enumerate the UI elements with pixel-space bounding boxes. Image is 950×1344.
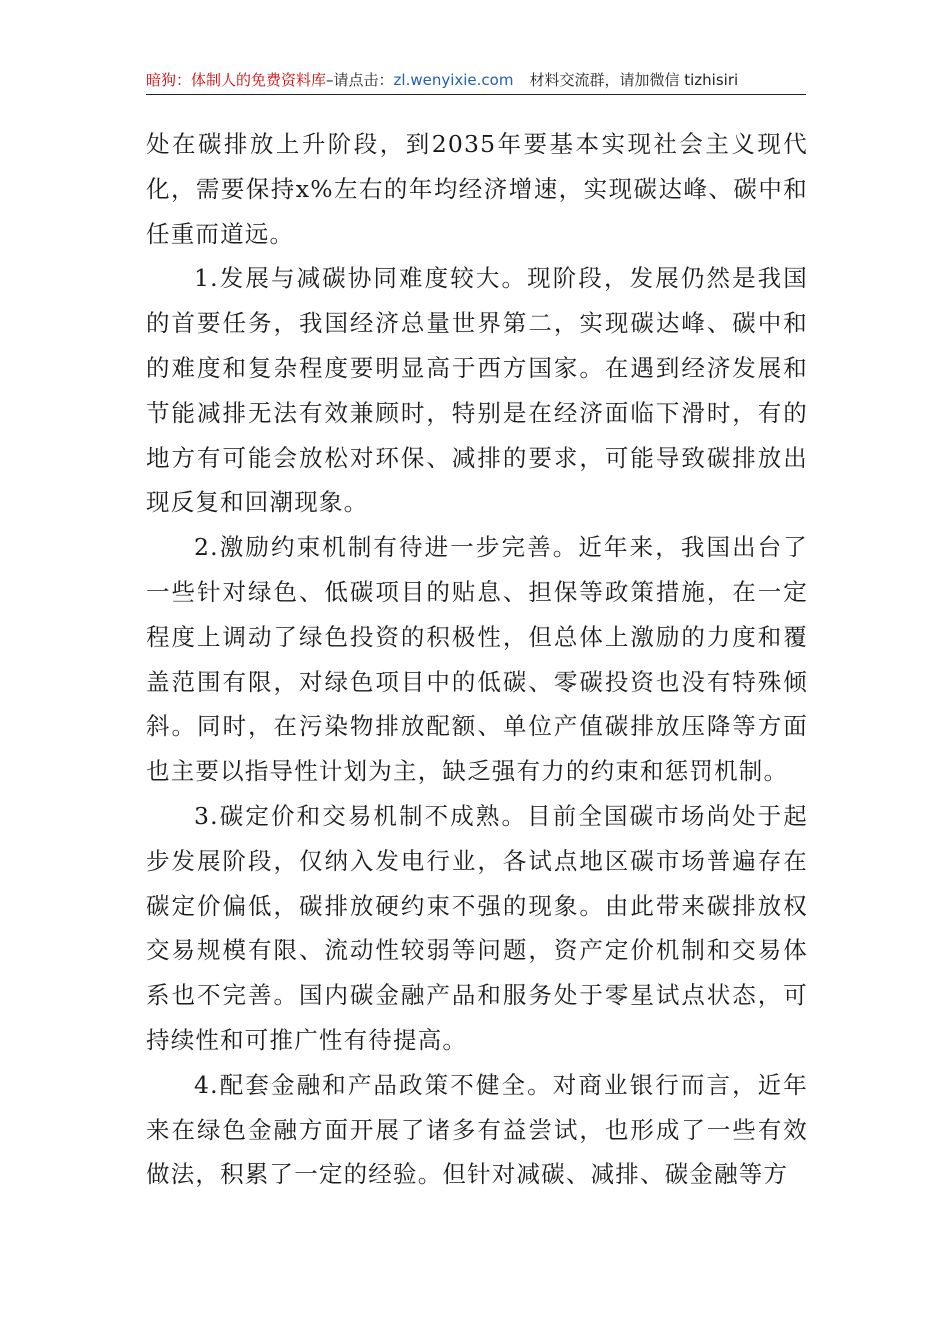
header-url-link[interactable]: zl.wenyixie.com: [393, 71, 514, 89]
paragraph-point-2: 2.激励约束机制有待进一步完善。近年来，我国出台了一些针对绿色、低碳项目的贴息、担保等政策措施，在一定程度上调动了绿色投资的积极性，但总体上激励的力度和覆盖范围有限，对绿色项目中的低碳、零碳投资也没有特殊倾斜。同时，在污染物排放配额、单位产值碳排放压降等方面也主要以指导性计划为主，缺乏强有力的约束和惩罚机制。: [146, 533, 808, 786]
document-body: [146, 122, 808, 1197]
paragraph-point-3: 3.碳定价和交易机制不成熟。目前全国碳市场尚处于起步发展阶段，仅纳入发电行业，各试点地区碳市场普遍存在碳定价偏低，碳排放硬约束不强的现象。由此带来碳排放权交易规模有限、流动性较弱等问题，资产定价机制和交易体系也不完善。国内碳金融产品和服务处于零星试点状态，可持续性和可推广性有待提高。: [146, 801, 808, 1054]
header-brand: 暗狗：体制人的免费资料库: [146, 71, 327, 89]
paragraph-point-1: 1.发展与减碳协同难度较大。现阶段，发展仍然是我国的首要任务，我国经济总量世界第二，实现碳达峰、碳中和的难度和复杂程度要明显高于西方国家。在遇到经济发展和节能减排无法有效兼顾时，特别是在经济面临下滑时，有的地方有可能会放松对环保、减排的要求，可能导致碳排放出现反复和回潮现象。: [146, 264, 808, 517]
paragraph-point-4: 4.配套金融和产品政策不健全。对商业银行而言，近年来在绿色金融方面开展了诸多有益尝试，也形成了一些有效做法，积累了一定的经验。但针对减碳、减排、碳金融等方: [146, 1070, 808, 1189]
paragraph-continuation: 处在碳排放上升阶段，到2035年要基本实现社会主义现代化，需要保持x%左右的年均经济增速，实现碳达峰、碳中和任重而道远。: [146, 130, 808, 248]
page-header: [146, 66, 806, 95]
header-wechat-note: 材料交流群，请加微信 tizhisiri: [529, 71, 739, 89]
header-click-prompt: –请点击：: [326, 71, 394, 89]
